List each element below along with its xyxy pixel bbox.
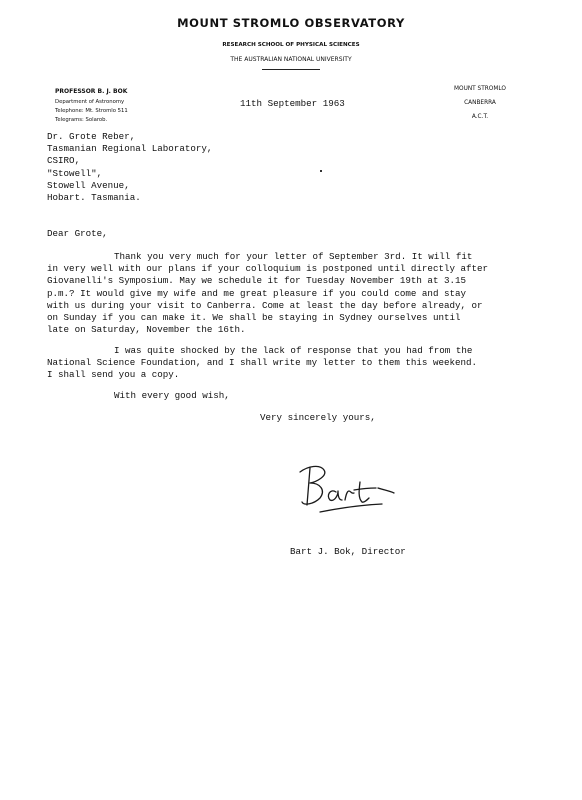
recipient-address xyxy=(47,131,212,204)
paragraph-line: with us during your visit to Canberra. Come at least the day before already, or xyxy=(47,299,483,311)
paragraph-line: late on Saturday, November the 16th. xyxy=(47,324,246,336)
paragraph-line: p.m.? It would give my wife and me great pleasure if you could come and stay xyxy=(47,287,467,299)
sender-name: PROFESSOR B. J. BOK xyxy=(55,88,128,95)
location-city: CANBERRA xyxy=(464,100,496,106)
recipient-line: Hobart. Tasmania. xyxy=(47,191,141,203)
paragraph-line: Thank you very much for your letter of September 3rd. It will fit xyxy=(114,251,473,262)
paragraph-line: National Science Foundation, and I shall write my letter to them this weekend. xyxy=(47,357,478,369)
paragraph-line: in very well with our plans if your colloquium is postponed until directly after xyxy=(47,263,489,275)
recipient-line: CSIRO, xyxy=(47,155,81,167)
letterhead-rule xyxy=(262,69,320,70)
salutation: Dear Grote, xyxy=(47,228,108,239)
recipient-line: Stowell Avenue, xyxy=(47,179,130,191)
signatory: Bart J. Bok, Director xyxy=(290,546,406,557)
sender-telegrams: Telegrams: Solarob. xyxy=(55,117,108,123)
recipient-line: Dr. Grote Reber, xyxy=(47,131,136,142)
letterhead-school: RESEARCH SCHOOL OF PHYSICAL SCIENCES xyxy=(222,42,360,48)
recipient-line: "Stowell", xyxy=(47,167,103,179)
sender-department: Department of Astronomy xyxy=(55,99,125,105)
body-paragraph-2 xyxy=(47,345,477,382)
letterhead-title: MOUNT STROMLO OBSERVATORY xyxy=(177,16,405,30)
location-place: MOUNT STROMLO xyxy=(454,86,506,92)
paragraph-line: I shall send you a copy. xyxy=(47,369,180,381)
good-wish: With every good wish, xyxy=(114,390,230,401)
closing: Very sincerely yours, xyxy=(260,412,376,423)
location-territory: A.C.T. xyxy=(471,114,489,120)
stray-mark xyxy=(320,170,322,172)
sender-telephone: Telephone: Mt. Stromlo 511 xyxy=(55,108,128,114)
letterhead-university: THE AUSTRALIAN NATIONAL UNIVERSITY xyxy=(230,56,352,63)
recipient-line: Tasmanian Regional Laboratory, xyxy=(47,143,213,155)
signature xyxy=(290,458,410,528)
paragraph-line: on Sunday if you can make it. We shall be staying in Sydney ourselves until xyxy=(47,311,461,323)
paragraph-line: Giovanelli's Symposium. May we schedule it for Tuesday November 19th at 3.15 xyxy=(47,275,467,287)
letter-date: 11th September 1963 xyxy=(240,98,345,109)
paragraph-line: I was quite shocked by the lack of response that you had from the xyxy=(114,345,473,356)
body-paragraph-1 xyxy=(47,251,488,336)
